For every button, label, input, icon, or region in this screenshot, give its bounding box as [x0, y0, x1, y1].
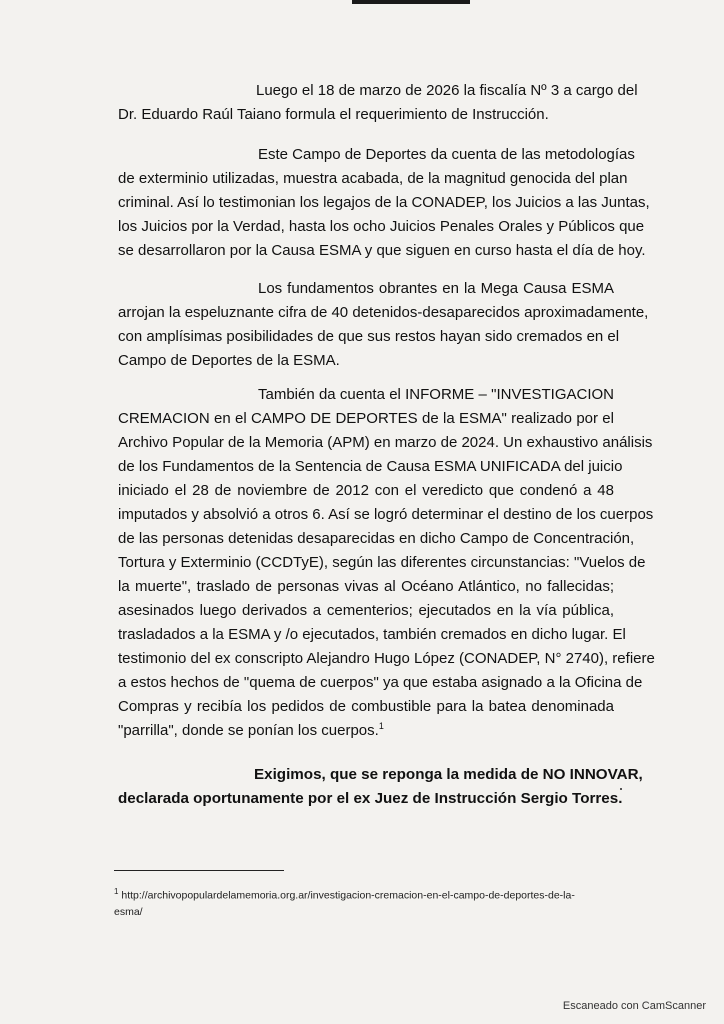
text-line: También da cuenta el INFORME – "INVESTIGACION — [258, 386, 614, 403]
text-line: con amplísimas posibilidades de que sus restos hayan sido cremados en el — [118, 328, 620, 345]
text-line: asesinados luego derivados a cementerios; ejecutados en la vía pública, — [118, 602, 614, 619]
text-line: CREMACION en el CAMPO DE DEPORTES de la ESMA" realizado por el — [118, 410, 614, 427]
text-line: Archivo Popular de la Memoria (APM) en marzo de 2024. Un exhaustivo análisis — [118, 434, 653, 451]
bold-text-line: Exigimos, que se reponga la medida de NO INNOVAR, — [254, 766, 643, 783]
text-line: "parrilla", donde se ponían los cuerpos. — [118, 722, 379, 739]
text-line: Tortura y Exterminio (CCDTyE), según las diferentes circunstancias: "Vuelos de — [118, 554, 646, 571]
text-line: Dr. Eduardo Raúl Taiano formula el requerimiento de Instrucción. — [118, 106, 549, 123]
footnote — [114, 884, 575, 920]
text-line: Luego el 18 de marzo de 2026 la fiscalía Nº 3 a cargo del — [256, 82, 638, 99]
text-line: a estos hechos de "quema de cuerpos" ya que estaba asignado a la Oficina de — [118, 674, 643, 691]
text-line: se desarrollaron por la Causa ESMA y que siguen en curso hasta el día de hoy. — [118, 242, 646, 259]
text-line: Los fundamentos obrantes en la Mega Causa ESMA — [258, 280, 614, 297]
footnote-line-1 — [114, 884, 575, 904]
text-line: Compras y recibía los pedidos de combustible para la batea denominada — [118, 698, 614, 715]
bold-text-line: declarada oportunamente por el ex Juez de Instrucción Sergio Torres. — [118, 790, 623, 807]
text-line: de las personas detenidas desaparecidas en dicho Campo de Concentración, — [118, 530, 635, 547]
text-line: testimonio del ex conscripto Alejandro Hugo López (CONADEP, N° 2740), refiere — [118, 650, 655, 667]
footnote-separator — [114, 870, 284, 871]
footnote-url-part[interactable]: http://archivopopulardelamemoria.org.ar/investigacion-cremacion-en-el-campo-de-deportes-de-la- — [121, 889, 575, 902]
text-line: la muerte", traslado de personas vivas al Océano Atlántico, no fallecidas; — [118, 578, 614, 595]
text-line: Este Campo de Deportes da cuenta de las metodologías — [258, 146, 635, 163]
scanner-watermark: Escaneado con CamScanner — [562, 1000, 706, 1012]
text-line: arrojan la espeluznante cifra de 40 detenidos-desaparecidos aproximadamente, — [118, 304, 649, 321]
footnote-number: 1 — [114, 887, 119, 896]
footnote-line-2[interactable]: esma/ — [114, 905, 143, 918]
text-line: imputados y absolvió a otros 6. Así se logró determinar el destino de los cuerpos — [118, 506, 654, 523]
text-line: Campo de Deportes de la ESMA. — [118, 352, 340, 369]
scan-speck — [620, 788, 622, 790]
text-line: iniciado el 28 de noviembre de 2012 con el veredicto que condenó a 48 — [118, 482, 614, 499]
text-line: trasladados a la ESMA y /o ejecutados, también cremados en dicho lugar. El — [118, 626, 626, 643]
text-line: de los Fundamentos de la Sentencia de Causa ESMA UNIFICADA del juicio — [118, 458, 623, 475]
footnote-reference: 1 — [378, 721, 384, 731]
text-line-with-footnote — [118, 722, 384, 740]
text-line: los Juicios por la Verdad, hasta los ocho Juicios Penales Orales y Públicos que — [118, 218, 645, 235]
text-line: criminal. Así lo testimonian los legajos de la CONADEP, los Juicios a las Juntas, — [118, 194, 650, 211]
text-line: de exterminio utilizadas, muestra acabada, de la magnitud genocida del plan — [118, 170, 628, 187]
